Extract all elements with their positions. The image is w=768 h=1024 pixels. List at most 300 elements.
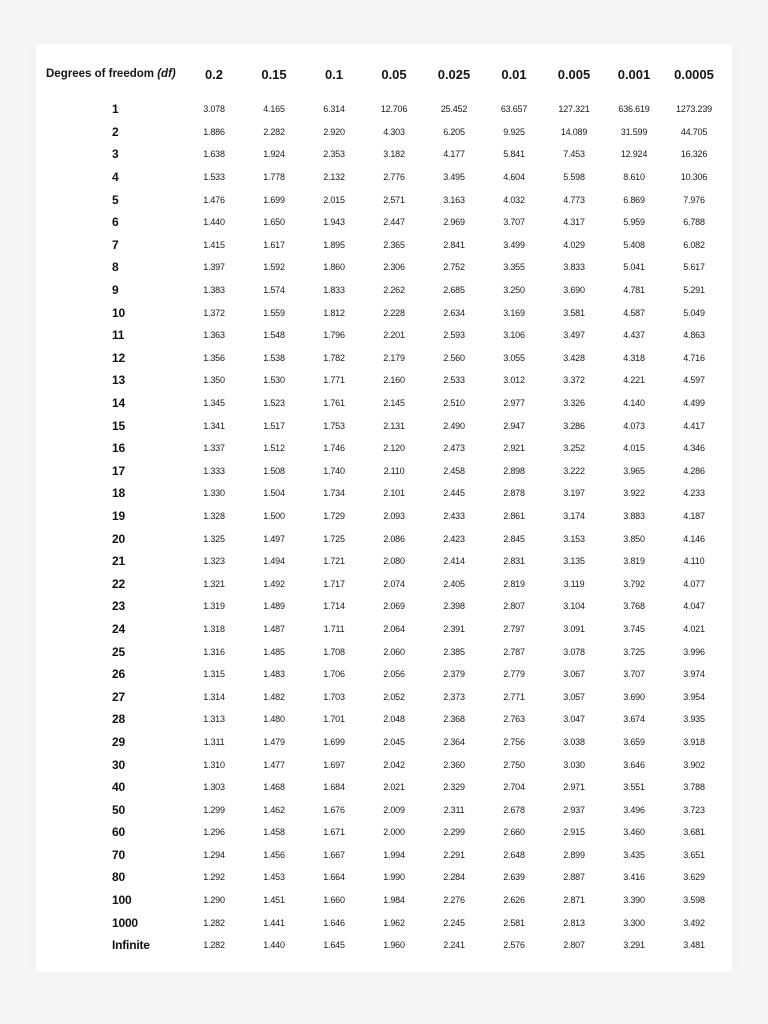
df-cell: 70 <box>112 847 125 862</box>
column-header-0-2: 0.2 <box>204 66 224 82</box>
critical-value-cell: 4.604 <box>503 172 525 183</box>
critical-value-cell: 2.750 <box>503 759 525 770</box>
critical-value-cell: 4.221 <box>623 375 645 386</box>
critical-value-cell: 1.512 <box>263 443 285 454</box>
critical-value-cell: 3.067 <box>563 669 585 680</box>
critical-value-cell: 1.497 <box>263 533 285 544</box>
table-row <box>44 866 724 889</box>
column-header-0-05: 0.05 <box>381 66 407 82</box>
critical-value-cell: 3.057 <box>563 691 585 702</box>
table-row <box>44 369 724 392</box>
critical-value-cell: 2.423 <box>443 533 465 544</box>
critical-value-cell: 4.773 <box>563 194 585 205</box>
critical-value-cell: 1.782 <box>323 352 345 363</box>
critical-value-cell: 4.286 <box>683 465 705 476</box>
critical-value-cell: 3.690 <box>563 285 585 296</box>
column-header-0-001: 0.001 <box>617 66 651 82</box>
critical-value-cell: 2.329 <box>443 782 465 793</box>
df-cell: 14 <box>112 396 125 411</box>
critical-value-cell: 2.787 <box>503 646 525 657</box>
critical-value-cell: 14.089 <box>560 126 588 137</box>
critical-value-cell: 1.479 <box>263 736 285 747</box>
critical-value-cell: 1.734 <box>323 488 345 499</box>
critical-value-cell: 2.414 <box>443 556 465 567</box>
critical-value-cell: 4.021 <box>683 623 705 634</box>
critical-value-cell: 3.300 <box>623 917 645 928</box>
critical-value-cell: 1.924 <box>263 149 285 160</box>
critical-value-cell: 1.771 <box>323 375 345 386</box>
critical-value-cell: 2.373 <box>443 691 465 702</box>
critical-value-cell: 2.776 <box>383 172 405 183</box>
critical-value-cell: 3.581 <box>563 307 585 318</box>
critical-value-cell: 3.481 <box>683 940 705 951</box>
column-header-0-025: 0.025 <box>437 66 471 82</box>
df-cell: 28 <box>112 712 125 727</box>
critical-value-cell: 4.140 <box>623 398 645 409</box>
table-row <box>44 798 724 821</box>
critical-value-cell: 2.969 <box>443 217 465 228</box>
critical-value-cell: 5.291 <box>683 285 705 296</box>
table-row <box>44 188 724 211</box>
critical-value-cell: 1.886 <box>203 126 225 137</box>
critical-value-cell: 1.458 <box>263 827 285 838</box>
table-row <box>44 685 724 708</box>
critical-value-cell: 1.341 <box>203 420 225 431</box>
critical-value-cell: 1.617 <box>263 239 285 250</box>
critical-value-cell: 1.323 <box>203 556 225 567</box>
critical-value-cell: 4.318 <box>623 352 645 363</box>
critical-value-cell: 1.294 <box>203 849 225 860</box>
critical-value-cell: 4.146 <box>683 533 705 544</box>
df-cell: 10 <box>112 305 125 320</box>
critical-value-cell: 10.306 <box>680 172 708 183</box>
critical-value-cell: 4.499 <box>683 398 705 409</box>
critical-value-cell: 6.082 <box>683 239 705 250</box>
critical-value-cell: 3.492 <box>683 917 705 928</box>
critical-value-cell: 1.315 <box>203 669 225 680</box>
critical-value-cell: 1.645 <box>323 940 345 951</box>
critical-value-cell: 2.262 <box>383 285 405 296</box>
critical-value-cell: 1.487 <box>263 623 285 634</box>
critical-value-cell: 1.456 <box>263 849 285 860</box>
critical-value-cell: 1.671 <box>323 827 345 838</box>
critical-value-cell: 2.813 <box>563 917 585 928</box>
critical-value-cell: 2.086 <box>383 533 405 544</box>
critical-value-cell: 1.740 <box>323 465 345 476</box>
table-row <box>44 731 724 754</box>
critical-value-cell: 4.417 <box>683 420 705 431</box>
critical-value-cell: 6.788 <box>683 217 705 228</box>
critical-value-cell: 2.009 <box>383 804 405 815</box>
critical-value-cell: 3.119 <box>563 578 585 589</box>
critical-value-cell: 2.060 <box>383 646 405 657</box>
critical-value-cell: 3.935 <box>683 714 705 725</box>
critical-value-cell: 2.920 <box>323 126 345 137</box>
critical-value-cell: 6.869 <box>623 194 645 205</box>
critical-value-cell: 3.252 <box>563 443 585 454</box>
critical-value-cell: 3.725 <box>623 646 645 657</box>
critical-value-cell: 3.792 <box>623 578 645 589</box>
critical-value-cell: 1.508 <box>263 465 285 476</box>
df-cell: 100 <box>112 893 132 908</box>
critical-value-cell: 1.477 <box>263 759 285 770</box>
critical-value-cell: 2.510 <box>443 398 465 409</box>
critical-value-cell: 3.690 <box>623 691 645 702</box>
critical-value-cell: 3.659 <box>623 736 645 747</box>
table-row <box>44 166 724 189</box>
critical-value-cell: 5.041 <box>623 262 645 273</box>
critical-value-cell: 2.131 <box>383 420 405 431</box>
critical-value-cell: 2.405 <box>443 578 465 589</box>
table-row <box>44 460 724 483</box>
critical-value-cell: 2.064 <box>383 623 405 634</box>
column-header-0-005: 0.005 <box>557 66 591 82</box>
critical-value-cell: 1.711 <box>323 623 345 634</box>
header-spacer <box>44 86 724 98</box>
table-row <box>44 527 724 550</box>
critical-value-cell: 1.548 <box>263 330 285 341</box>
critical-value-cell: 1.480 <box>263 714 285 725</box>
critical-value-cell: 2.179 <box>383 352 405 363</box>
critical-value-cell: 2.807 <box>563 940 585 951</box>
df-cell: 23 <box>112 599 125 614</box>
critical-value-cell: 2.779 <box>503 669 525 680</box>
table-row <box>44 392 724 415</box>
critical-value-cell: 3.833 <box>563 262 585 273</box>
critical-value-cell: 25.452 <box>440 104 468 115</box>
t-distribution-table <box>44 62 724 957</box>
critical-value-cell: 1.476 <box>203 194 225 205</box>
critical-value-cell: 1.721 <box>323 556 345 567</box>
critical-value-cell: 2.245 <box>443 917 465 928</box>
critical-value-cell: 1.895 <box>323 239 345 250</box>
critical-value-cell: 1.292 <box>203 872 225 883</box>
table-row <box>44 414 724 437</box>
critical-value-cell: 3.078 <box>563 646 585 657</box>
critical-value-cell: 5.408 <box>623 239 645 250</box>
critical-value-cell: 8.610 <box>623 172 645 183</box>
critical-value-cell: 2.379 <box>443 669 465 680</box>
critical-value-cell: 2.831 <box>503 556 525 567</box>
critical-value-cell: 2.634 <box>443 307 465 318</box>
critical-value-cell: 1.483 <box>263 669 285 680</box>
critical-value-cell: 1.440 <box>263 940 285 951</box>
critical-value-cell: 2.639 <box>503 872 525 883</box>
critical-value-cell: 1.796 <box>323 330 345 341</box>
critical-value-cell: 4.317 <box>563 217 585 228</box>
critical-value-cell: 3.106 <box>503 330 525 341</box>
critical-value-cell: 3.038 <box>563 736 585 747</box>
critical-value-cell: 1.699 <box>323 736 345 747</box>
critical-value-cell: 1.517 <box>263 420 285 431</box>
df-cell: 6 <box>112 215 119 230</box>
critical-value-cell: 1.356 <box>203 352 225 363</box>
critical-value-cell: 2.756 <box>503 736 525 747</box>
critical-value-cell: 1.746 <box>323 443 345 454</box>
table-row <box>44 256 724 279</box>
df-cell: 50 <box>112 802 125 817</box>
critical-value-cell: 2.819 <box>503 578 525 589</box>
df-cell: 80 <box>112 870 125 885</box>
critical-value-cell: 4.165 <box>263 104 285 115</box>
table-row <box>44 708 724 731</box>
critical-value-cell: 3.055 <box>503 352 525 363</box>
critical-value-cell: 1.962 <box>383 917 405 928</box>
critical-value-cell: 3.674 <box>623 714 645 725</box>
table-row <box>44 211 724 234</box>
critical-value-cell: 2.093 <box>383 510 405 521</box>
critical-value-cell: 2.353 <box>323 149 345 160</box>
df-cell: 20 <box>112 531 125 546</box>
df-cell: 24 <box>112 621 125 636</box>
critical-value-cell: 2.971 <box>563 782 585 793</box>
critical-value-cell: 2.458 <box>443 465 465 476</box>
critical-value-cell: 2.899 <box>563 849 585 860</box>
df-cell: 21 <box>112 554 125 569</box>
critical-value-cell: 3.495 <box>443 172 465 183</box>
critical-value-cell: 3.551 <box>623 782 645 793</box>
critical-value-cell: 1.314 <box>203 691 225 702</box>
critical-value-cell: 3.169 <box>503 307 525 318</box>
critical-value-cell: 1.574 <box>263 285 285 296</box>
critical-value-cell: 3.723 <box>683 804 705 815</box>
df-cell: 1 <box>112 102 119 117</box>
critical-value-cell: 1.684 <box>323 782 345 793</box>
critical-value-cell: 1.303 <box>203 782 225 793</box>
critical-value-cell: 1.468 <box>263 782 285 793</box>
critical-value-cell: 1.311 <box>203 736 225 747</box>
df-cell: 8 <box>112 260 119 275</box>
critical-value-cell: 2.056 <box>383 669 405 680</box>
df-cell: 13 <box>112 373 125 388</box>
critical-value-cell: 2.385 <box>443 646 465 657</box>
critical-value-cell: 1.500 <box>263 510 285 521</box>
critical-value-cell: 3.135 <box>563 556 585 567</box>
critical-value-cell: 2.398 <box>443 601 465 612</box>
critical-value-cell: 2.291 <box>443 849 465 860</box>
critical-value-cell: 1.717 <box>323 578 345 589</box>
df-cell: 19 <box>112 508 125 523</box>
critical-value-cell: 1.383 <box>203 285 225 296</box>
critical-value-cell: 2.276 <box>443 895 465 906</box>
critical-value-cell: 6.205 <box>443 126 465 137</box>
table-row <box>44 911 724 934</box>
critical-value-cell: 1.316 <box>203 646 225 657</box>
table-row <box>44 821 724 844</box>
critical-value-cell: 44.705 <box>680 126 708 137</box>
critical-value-cell: 5.959 <box>623 217 645 228</box>
critical-value-cell: 2.845 <box>503 533 525 544</box>
df-cell: Infinite <box>112 938 150 953</box>
critical-value-cell: 1.494 <box>263 556 285 567</box>
critical-value-cell: 4.346 <box>683 443 705 454</box>
critical-value-cell: 1.833 <box>323 285 345 296</box>
critical-value-cell: 1.318 <box>203 623 225 634</box>
critical-value-cell: 7.976 <box>683 194 705 205</box>
critical-value-cell: 5.617 <box>683 262 705 273</box>
critical-value-cell: 2.282 <box>263 126 285 137</box>
critical-value-cell: 2.490 <box>443 420 465 431</box>
critical-value-cell: 3.902 <box>683 759 705 770</box>
table-row <box>44 505 724 528</box>
critical-value-cell: 1.664 <box>323 872 345 883</box>
table-row <box>44 437 724 460</box>
critical-value-cell: 2.052 <box>383 691 405 702</box>
critical-value-cell: 2.685 <box>443 285 465 296</box>
critical-value-cell: 1.753 <box>323 420 345 431</box>
critical-value-cell: 2.576 <box>503 940 525 951</box>
critical-value-cell: 2.368 <box>443 714 465 725</box>
critical-value-cell: 3.681 <box>683 827 705 838</box>
critical-value-cell: 127.321 <box>558 104 590 115</box>
critical-value-cell: 1.714 <box>323 601 345 612</box>
critical-value-cell: 1.485 <box>263 646 285 657</box>
critical-value-cell: 31.599 <box>620 126 648 137</box>
critical-value-cell: 2.763 <box>503 714 525 725</box>
critical-value-cell: 2.771 <box>503 691 525 702</box>
critical-value-cell: 2.433 <box>443 510 465 521</box>
critical-value-cell: 9.925 <box>503 126 525 137</box>
critical-value-cell: 2.571 <box>383 194 405 205</box>
df-cell: 2 <box>112 124 119 139</box>
critical-value-cell: 2.915 <box>563 827 585 838</box>
table-row <box>44 889 724 912</box>
critical-value-cell: 2.581 <box>503 917 525 928</box>
critical-value-cell: 1.299 <box>203 804 225 815</box>
critical-value-cell: 3.788 <box>683 782 705 793</box>
critical-value-cell: 3.707 <box>623 669 645 680</box>
table-row <box>44 663 724 686</box>
critical-value-cell: 1.333 <box>203 465 225 476</box>
critical-value-cell: 3.646 <box>623 759 645 770</box>
critical-value-cell: 2.080 <box>383 556 405 567</box>
table-row <box>44 143 724 166</box>
critical-value-cell: 2.660 <box>503 827 525 838</box>
critical-value-cell: 2.365 <box>383 239 405 250</box>
critical-value-cell: 2.160 <box>383 375 405 386</box>
critical-value-cell: 1.703 <box>323 691 345 702</box>
critical-value-cell: 3.954 <box>683 691 705 702</box>
table-row <box>44 640 724 663</box>
df-cell: 3 <box>112 147 119 162</box>
critical-value-cell: 3.163 <box>443 194 465 205</box>
critical-value-cell: 1.701 <box>323 714 345 725</box>
table-row <box>44 618 724 641</box>
critical-value-cell: 1.699 <box>263 194 285 205</box>
critical-value-cell: 2.704 <box>503 782 525 793</box>
critical-value-cell: 3.460 <box>623 827 645 838</box>
critical-value-cell: 3.182 <box>383 149 405 160</box>
critical-value-cell: 3.768 <box>623 601 645 612</box>
critical-value-cell: 1.523 <box>263 398 285 409</box>
critical-value-cell: 1.706 <box>323 669 345 680</box>
critical-value-cell: 1.960 <box>383 940 405 951</box>
critical-value-cell: 4.047 <box>683 601 705 612</box>
critical-value-cell: 2.445 <box>443 488 465 499</box>
critical-value-cell: 1.451 <box>263 895 285 906</box>
critical-value-cell: 5.598 <box>563 172 585 183</box>
critical-value-cell: 2.110 <box>383 465 405 476</box>
critical-value-cell: 3.197 <box>563 488 585 499</box>
critical-value-cell: 2.021 <box>383 782 405 793</box>
critical-value-cell: 1.708 <box>323 646 345 657</box>
critical-value-cell: 1.345 <box>203 398 225 409</box>
critical-value-cell: 5.841 <box>503 149 525 160</box>
critical-value-cell: 1.319 <box>203 601 225 612</box>
column-header-0-0005: 0.0005 <box>674 66 714 82</box>
table-row <box>44 776 724 799</box>
critical-value-cell: 2.752 <box>443 262 465 273</box>
critical-value-cell: 2.977 <box>503 398 525 409</box>
critical-value-cell: 1.372 <box>203 307 225 318</box>
table-row <box>44 550 724 573</box>
critical-value-cell: 1.296 <box>203 827 225 838</box>
critical-value-cell: 4.110 <box>683 556 705 567</box>
critical-value-cell: 636.619 <box>618 104 650 115</box>
table-row <box>44 301 724 324</box>
critical-value-cell: 3.012 <box>503 375 525 386</box>
critical-value-cell: 4.015 <box>623 443 645 454</box>
table-row <box>44 324 724 347</box>
critical-value-cell: 4.077 <box>683 578 705 589</box>
critical-value-cell: 1.325 <box>203 533 225 544</box>
critical-value-cell: 1.492 <box>263 578 285 589</box>
critical-value-cell: 2.120 <box>383 443 405 454</box>
critical-value-cell: 3.996 <box>683 646 705 657</box>
table-body <box>44 86 724 957</box>
critical-value-cell: 2.626 <box>503 895 525 906</box>
critical-value-cell: 3.883 <box>623 510 645 521</box>
critical-value-cell: 2.447 <box>383 217 405 228</box>
critical-value-cell: 4.716 <box>683 352 705 363</box>
critical-value-cell: 1.559 <box>263 307 285 318</box>
critical-value-cell: 2.045 <box>383 736 405 747</box>
critical-value-cell: 3.326 <box>563 398 585 409</box>
critical-value-cell: 1.676 <box>323 804 345 815</box>
critical-value-cell: 3.416 <box>623 872 645 883</box>
critical-value-cell: 1.313 <box>203 714 225 725</box>
critical-value-cell: 1.504 <box>263 488 285 499</box>
critical-value-cell: 1.363 <box>203 330 225 341</box>
critical-value-cell: 1.994 <box>383 849 405 860</box>
critical-value-cell: 3.428 <box>563 352 585 363</box>
header-row <box>44 62 724 86</box>
critical-value-cell: 1.667 <box>323 849 345 860</box>
critical-value-cell: 1273.239 <box>676 104 712 115</box>
critical-value-cell: 2.364 <box>443 736 465 747</box>
df-cell: 16 <box>112 441 125 456</box>
critical-value-cell: 1.646 <box>323 917 345 928</box>
critical-value-cell: 1.725 <box>323 533 345 544</box>
critical-value-cell: 1.650 <box>263 217 285 228</box>
critical-value-cell: 2.533 <box>443 375 465 386</box>
critical-value-cell: 3.291 <box>623 940 645 951</box>
critical-value-cell: 1.697 <box>323 759 345 770</box>
critical-value-cell: 4.177 <box>443 149 465 160</box>
df-cell: 7 <box>112 237 119 252</box>
df-column-header <box>44 62 184 86</box>
critical-value-cell: 2.074 <box>383 578 405 589</box>
critical-value-cell: 1.482 <box>263 691 285 702</box>
table-header <box>44 62 724 86</box>
critical-value-cell: 1.538 <box>263 352 285 363</box>
df-cell: 29 <box>112 734 125 749</box>
critical-value-cell: 1.592 <box>263 262 285 273</box>
df-cell: 60 <box>112 825 125 840</box>
critical-value-cell: 4.863 <box>683 330 705 341</box>
critical-value-cell: 2.937 <box>563 804 585 815</box>
table-row <box>44 482 724 505</box>
